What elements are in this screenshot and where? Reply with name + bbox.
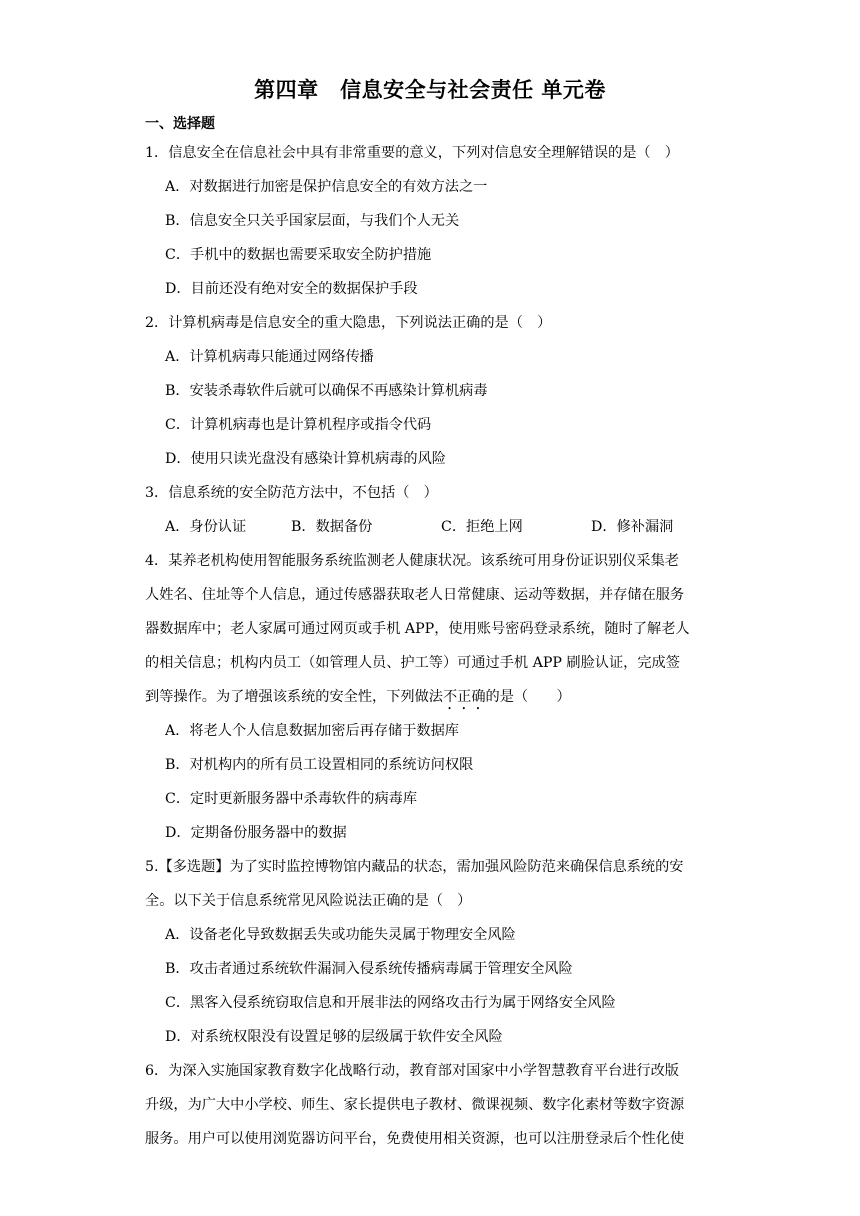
question-stem-line: 的相关信息；机构内员工（如管理人员、护工等）可通过手机 APP 刷脸认证，完成签 bbox=[145, 655, 680, 671]
question-stem: 3．信息系统的安全防范方法中，不包括（ ） bbox=[145, 485, 438, 501]
options-row bbox=[145, 510, 717, 544]
question-stem-line: 器数据库中；老人家属可通过网页或手机 APP，使用账号密码登录系统，随时了解老人 bbox=[145, 621, 690, 637]
option-b: B．攻击者通过系统软件漏洞入侵系统传播病毒属于管理安全风险 bbox=[165, 961, 573, 977]
option-d: D．使用只读光盘没有感染计算机病毒的风险 bbox=[165, 451, 446, 467]
stem-text: 到等操作。为了增强该系统的安全性，下列做法 bbox=[145, 689, 443, 705]
question-stem-line: 全。以下关于信息系统常见风险说法正确的是（ ） bbox=[145, 893, 472, 909]
option-c: C．手机中的数据也需要采取安全防护措施 bbox=[165, 247, 432, 263]
page-title: 第四章 信息安全与社会责任 单元卷 bbox=[254, 78, 606, 102]
question-list bbox=[145, 136, 717, 1156]
option-c: C．黑客入侵系统窃取信息和开展非法的网络攻击行为属于网络安全风险 bbox=[165, 995, 616, 1011]
option-c: C．定时更新服务器中杀毒软件的病毒库 bbox=[165, 791, 418, 807]
question-stem-line: 6．为深入实施国家教育数字化战略行动，教育部对国家中小学智慧教育平台进行改版 bbox=[145, 1063, 679, 1079]
option-c: C．计算机病毒也是计算机程序或指令代码 bbox=[165, 417, 432, 433]
option-a: A．将老人个人信息数据加密后再存储于数据库 bbox=[165, 723, 459, 739]
option-b: B．信息安全只关乎国家层面，与我们个人无关 bbox=[165, 213, 460, 229]
question-stem-line: 人姓名、住址等个人信息，通过传感器获取老人日常健康、运动等数据，并存储在服务 bbox=[145, 587, 685, 603]
question-stem-line: 服务。用户可以使用浏览器访问平台，免费使用相关资源，也可以注册登录后个性化使 bbox=[145, 1131, 685, 1147]
option-b: B．对机构内的所有员工设置相同的系统访问权限 bbox=[165, 757, 474, 773]
section-heading: 一、选择题 bbox=[145, 116, 215, 132]
stem-text: 的是（ ） bbox=[485, 689, 571, 705]
emphasized-text: 不正确 bbox=[442, 689, 486, 705]
option-b: B．数据备份 bbox=[291, 519, 373, 535]
option-a: A．身份认证 bbox=[165, 519, 247, 535]
question-5 bbox=[145, 850, 717, 1054]
option-d: D．目前还没有绝对安全的数据保护手段 bbox=[165, 281, 418, 297]
question-stem-line: 4．某养老机构使用智能服务系统监测老人健康状况。该系统可用身份证识别仪采集老 bbox=[145, 553, 679, 569]
option-d: D．对系统权限没有设置足够的层级属于软件安全风险 bbox=[165, 1029, 503, 1045]
question-3 bbox=[145, 476, 717, 544]
question-stem-line: 5.【多选题】为了实时监控博物馆内藏品的状态，需加强风险防范来确保信息系统的安 bbox=[145, 859, 684, 875]
option-d: D．修补漏洞 bbox=[591, 519, 674, 535]
question-1 bbox=[145, 136, 717, 306]
question-4 bbox=[145, 544, 717, 850]
question-stem-line bbox=[145, 680, 717, 714]
option-d: D．定期备份服务器中的数据 bbox=[165, 825, 347, 841]
question-stem-line: 升级，为广大中小学校、师生、家长提供电子教材、微课视频、数字化素材等数字资源 bbox=[145, 1097, 685, 1113]
option-b: B．安装杀毒软件后就可以确保不再感染计算机病毒 bbox=[165, 383, 488, 399]
option-a: A．设备老化导致数据丢失或功能失灵属于物理安全风险 bbox=[165, 927, 516, 943]
option-c: C．拒绝上网 bbox=[441, 519, 523, 535]
option-a: A．对数据进行加密是保护信息安全的有效方法之一 bbox=[165, 179, 488, 195]
question-stem: 1．信息安全在信息社会中具有非常重要的意义，下列对信息安全理解错误的是（ ） bbox=[145, 145, 679, 161]
question-stem: 2．计算机病毒是信息安全的重大隐患，下列说法正确的是（ ） bbox=[145, 315, 552, 331]
question-2 bbox=[145, 306, 717, 476]
option-a: A．计算机病毒只能通过网络传播 bbox=[165, 349, 374, 365]
question-6 bbox=[145, 1054, 717, 1156]
